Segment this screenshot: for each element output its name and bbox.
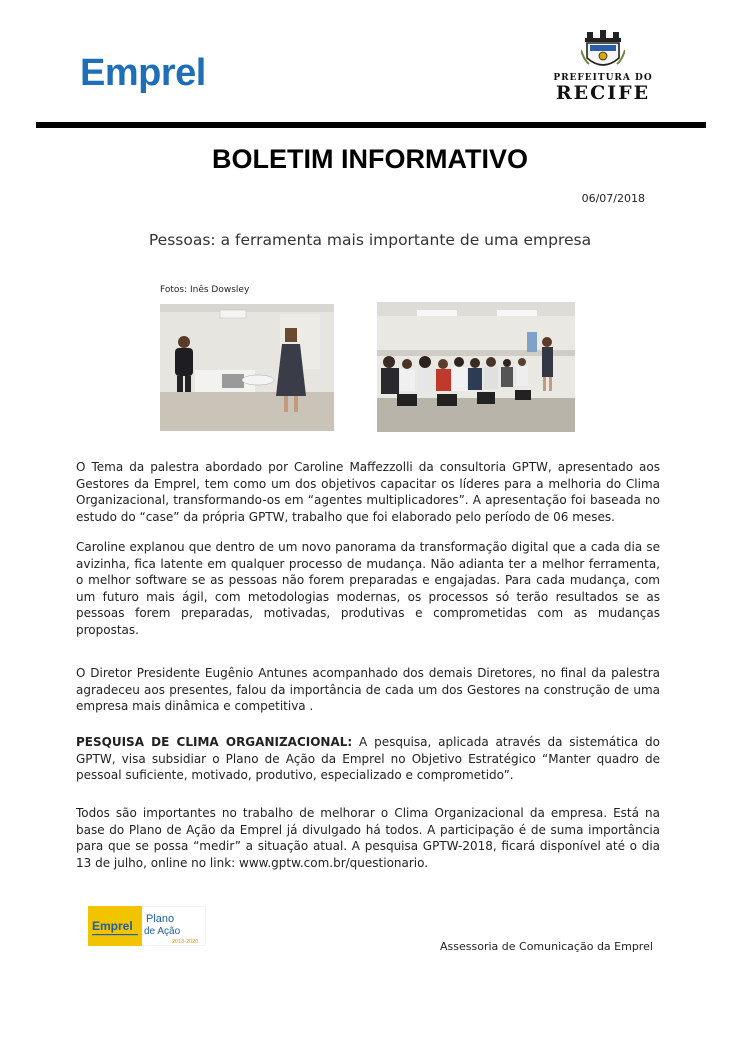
signature: Assessoria de Comunicação da Emprel [440, 940, 653, 953]
paragraph-1: O Tema da palestra abordado por Caroline Maffezzolli da consultoria GPTW, apresentado aos Gestores da Emprel, tem como um dos objetivos capacitar os líderes para a melhoria do Clima Organizacional, transformando-os em “agentes multiplicadores”. A apresentação foi baseada no estudo do “case” da própria GPTW, trabalho que foi elaborado pelo período de 06 meses. [76, 460, 660, 524]
prefeitura-recife-logo [548, 30, 658, 106]
plano-line1-text: Plano [146, 913, 175, 925]
paragraph-4 [76, 734, 660, 784]
recife-label: RECIFE [555, 82, 651, 104]
survey-heading: PESQUISA DE CLIMA ORGANIZACIONAL: [76, 735, 353, 749]
paragraph-3: O Diretor Presidente Eugênio Antunes acompanhado dos demais Diretores, no final da palestra agradeceu aos presentes, falou da importância de cada um dos Gestores na construção de uma empresa mais dinâmica e competitiva . [76, 666, 660, 714]
photo-credit: Fotos: Inês Dowsley [160, 285, 250, 295]
plano-de-acao-logo [88, 906, 206, 946]
header-divider [36, 122, 706, 128]
publication-date: 06/07/2018 [581, 192, 645, 205]
survey-text: A pesquisa, aplicada através da sistemática do GPTW, visa subsidiar o Plano de Ação da Emprel no Objetivo Estratégico “Manter quadro de pessoal suficiente, motivado, produtivo, especializado e comprometido”. [76, 735, 661, 783]
paragraph-2: Caroline explanou que dentro de um novo panorama da transformação digital que a cada dia se avizinha, fica latente em qualquer processo de mudança. Não adianta ter a melhor ferramenta, o melhor software se as pessoas não forem preparadas e engajadas. Para cada mudança, com um futuro mais ágil, com metodologias modernas, os processos só terão resultados se as pessoas forem preparadas, motivadas, produtivas e comprometidas com as mudanças propostas. [76, 540, 660, 637]
paragraph-5: Todos são importantes no trabalho de melhorar o Clima Organizacional da empresa. Está na base do Plano de Ação da Emprel já divulgado há todos. A participação é de suma importância para que se possa “medir” a situação atual. A pesquisa GPTW-2018, ficará disponível até o dia 13 de julho, online no link: www.gptw.com.br/questionario. [76, 806, 660, 870]
plano-brand-text: Emprel [92, 919, 133, 933]
plano-years-text: 2018-2020 [172, 939, 199, 945]
prefeitura-label: PREFEITURA DO [553, 73, 653, 83]
emprel-logo: Emprel [80, 52, 206, 94]
page-title: BOLETIM INFORMATIVO [212, 144, 528, 174]
audience-presentation-photo [377, 302, 575, 432]
plano-line2-text: de Ação [144, 926, 181, 937]
coat-of-arms-icon [581, 30, 625, 72]
speaker-presentation-photo [160, 304, 334, 431]
article-subtitle: Pessoas: a ferramenta mais importante de uma empresa [148, 231, 592, 249]
